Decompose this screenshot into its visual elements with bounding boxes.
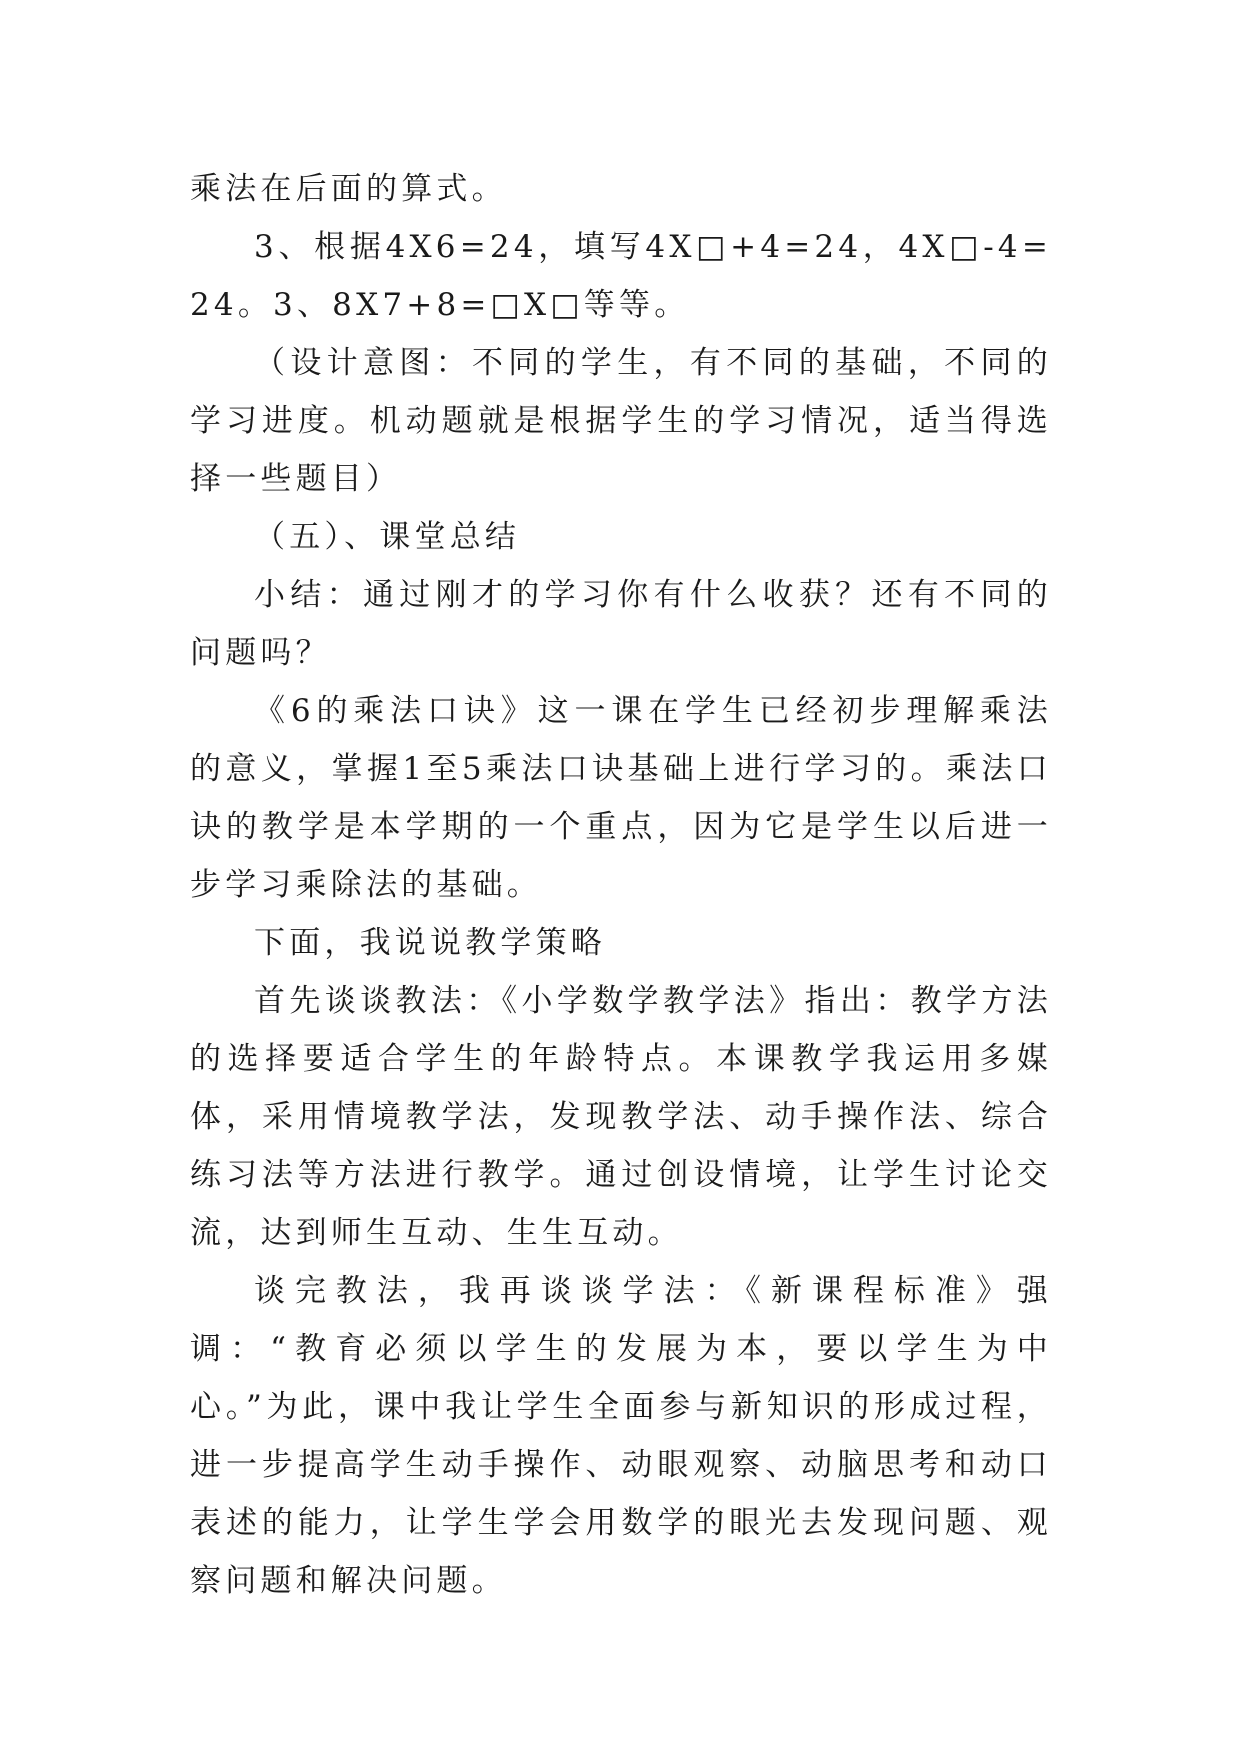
paragraph-strategy-intro: 下面，我说说教学策略 [254, 925, 606, 961]
paragraph-design-intent: （设计意图：不同的学生，有不同的基础，不同的学习进度。机动题就是根据学生的学习情况，适当得选择一些题目） [190, 345, 1052, 497]
paragraph-learning-method: 谈完教法，我再谈谈学法：《新课程标准》强调：“教育必须以学生的发展为本，要以学生为中心。”为此，课中我让学生全面参与新知识的形成过程，进一步提高学生动手操作、动眼观察、动脑思考和动口表述的能力，让学生学会用数学的眼光去发现问题、观察问题和解决问题。 [190, 1273, 1052, 1599]
paragraph-continuation: 乘法在后面的算式。 [190, 171, 507, 207]
paragraph-teaching-method: 首先谈谈教法：《小学数学教学法》指出：教学方法的选择要适合学生的年龄特点。本课教学我运用多媒体，采用情境教学法，发现教学法、动手操作法、综合练习法等方法进行教学。通过创设情境，让学生讨论交流，达到师生互动、生生互动。 [190, 983, 1052, 1251]
document-body [190, 160, 1052, 1610]
paragraph-lesson-overview: 《6的乘法口诀》这一课在学生已经初步理解乘法的意义，掌握1至5乘法口诀基础上进行学习的。乘法口诀的教学是本学期的一个重点，因为它是学生以后进一步学习乘除法的基础。 [190, 693, 1052, 903]
paragraph-exercise-3: 3、根据4X6=24，填写4X□+4=24，4X□-4=24。3、8X7+8=□X□等等。 [190, 229, 1052, 323]
paragraph-summary: 小结：通过刚才的学习你有什么收获？还有不同的问题吗？ [190, 577, 1052, 671]
section-heading-summary: （五）、课堂总结 [254, 519, 521, 555]
